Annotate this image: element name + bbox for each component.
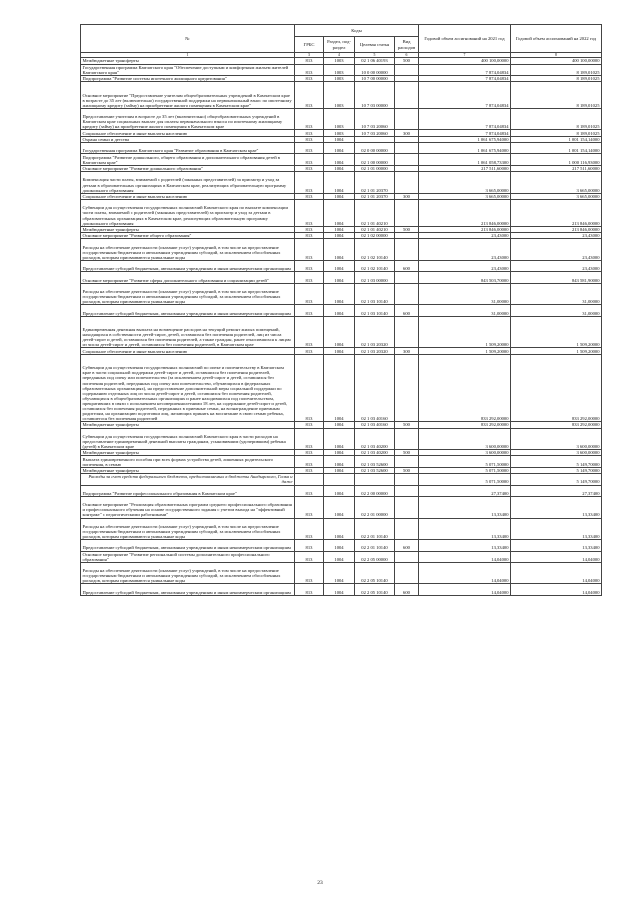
row-expense-type bbox=[395, 496, 419, 518]
row-amount-2022: 23,43000 bbox=[511, 233, 602, 239]
column-number: 7 bbox=[419, 53, 511, 58]
row-razdel: 1004 bbox=[324, 518, 355, 540]
row-target-article: 02 1 03 52600 bbox=[355, 467, 395, 473]
budget-table bbox=[80, 24, 602, 596]
row-grbs: 813 bbox=[295, 154, 324, 165]
row-grbs: 813 bbox=[295, 354, 324, 422]
row-name: Предоставление субсидий бюджетным, автономным учреждениям и иным некоммерческим организациям bbox=[81, 540, 295, 551]
row-amount-2022: 213 846,00000 bbox=[511, 226, 602, 232]
row-grbs: 813 bbox=[295, 496, 324, 518]
row-name: Выплата единовременного пособия при всех формах устройства детей, лишенных родительского попечения, в семью bbox=[81, 456, 295, 467]
row-name: Основное мероприятие "Развитие сферы дополнительного образования и социализации детей" bbox=[81, 272, 295, 283]
row-expense-type: 600 bbox=[395, 584, 419, 595]
row-target-article: 02 1 03 10140 bbox=[355, 305, 395, 316]
row-name: Государственная программа Камчатского края "Развитие образования в Камчатском крае" bbox=[81, 143, 295, 154]
row-name: Предоставление учителям в возрасте до 35 лет (включительно) общеобразовательных учреждений в Камчатском крае социальных выплат для оплаты первоначального взноса по ипотечному жилищному кредиту (займу) на приобретение жилого помещения в Камчатском крае bbox=[81, 108, 295, 130]
row-target-article: 02 1 03 20320 bbox=[355, 316, 395, 348]
row-grbs: 813 bbox=[295, 305, 324, 316]
row-name: Охрана семьи и детства bbox=[81, 136, 295, 142]
row-amount-2021: 3 665,00000 bbox=[419, 172, 511, 194]
row-target-article: 02 1 02 10140 bbox=[355, 239, 395, 261]
row-target-article: 02 2 01 10140 bbox=[355, 540, 395, 551]
row-target-article: 02 1 03 20320 bbox=[355, 348, 395, 354]
row-amount-2021: 1 061 058,73300 bbox=[419, 154, 511, 165]
row-razdel bbox=[324, 474, 355, 485]
row-target-article: 02 0 00 00000 bbox=[355, 143, 395, 154]
row-amount-2022: 1 001 154,14000 bbox=[511, 143, 602, 154]
row-grbs: 813 bbox=[295, 456, 324, 467]
row-expense-type: 500 bbox=[395, 450, 419, 456]
row-razdel: 1004 bbox=[324, 496, 355, 518]
row-amount-2022: 23,43000 bbox=[511, 260, 602, 271]
table-row bbox=[81, 64, 602, 75]
row-name: Подпрограмма "Развитие дошкольного, общего образования и дополнительного образования детей в Камчатском крае" bbox=[81, 154, 295, 165]
row-name: Государственная программа Камчатского края "Обеспечение доступным и комфортным жильем жителей Камчатского края" bbox=[81, 64, 295, 75]
row-expense-type: 300 bbox=[395, 348, 419, 354]
row-amount-2022: 1 001 154,14000 bbox=[511, 136, 602, 142]
row-amount-2022: 8 189,01025 bbox=[511, 75, 602, 81]
table-row bbox=[81, 540, 602, 551]
column-number: 5 bbox=[355, 53, 395, 58]
row-grbs: 813 bbox=[295, 316, 324, 348]
row-razdel: 1003 bbox=[324, 58, 355, 64]
row-grbs: 813 bbox=[295, 130, 324, 136]
row-amount-2022: 5 149,70000 bbox=[511, 474, 602, 485]
row-target-article: 02 1 01 40210 bbox=[355, 200, 395, 227]
row-expense-type: 600 bbox=[395, 540, 419, 551]
table-row bbox=[81, 456, 602, 467]
row-expense-type: 500 bbox=[395, 58, 419, 64]
row-amount-2022: 3 600,00000 bbox=[511, 450, 602, 456]
row-razdel: 1004 bbox=[324, 485, 355, 496]
header-row bbox=[81, 25, 602, 37]
row-amount-2022: 31,00000 bbox=[511, 283, 602, 305]
row-expense-type bbox=[395, 354, 419, 422]
row-amount-2021: 14,04000 bbox=[419, 551, 511, 562]
row-amount-2021: 7 874,04834 bbox=[419, 64, 511, 75]
row-target-article: 10 7 03 20060 bbox=[355, 108, 395, 130]
row-target-article: 02 1 03 52600 bbox=[355, 456, 395, 467]
row-amount-2021: 5 071,50000 bbox=[419, 474, 511, 485]
header-csr: Целевая статья bbox=[355, 37, 395, 53]
row-expense-type bbox=[395, 551, 419, 562]
row-target-article: 02 2 01 10140 bbox=[355, 518, 395, 540]
table-row bbox=[81, 518, 602, 540]
row-amount-2021: 1 061 675,94000 bbox=[419, 136, 511, 142]
row-target-article: 02 1 01 20370 bbox=[355, 193, 395, 199]
table-row bbox=[81, 496, 602, 518]
row-name: Основное мероприятие "Предоставление учителям общеобразовательных учреждений в Камчатском крае в возрасте до 35 лет (включительно) государственной поддержки на первоначальный взнос по ипотечному жилищному кредиту (займу) на приобретение жилого помещения в Камчатском крае" bbox=[81, 82, 295, 109]
row-name: Основное мероприятие "Развитие региональной системы дополнительного профессионального образования" bbox=[81, 551, 295, 562]
table-row bbox=[81, 108, 602, 130]
header-grbs: ГРБС bbox=[295, 37, 324, 53]
row-target-article: 10 7 00 00000 bbox=[355, 75, 395, 81]
row-name: Субвенции для осуществления государственных полномочий по опеке и попечительству в Камчатском крае в части социальной поддержки детей-сирот и детей, оставшихся без попечения родителей, переданных под опеку или попечительство (за исключением детей-сирот и детей, оставшихся без попечения родителей, переданных под опеку или попечительство, обучающихся в федеральных образовательных организациях), на предоставление дополнительной меры социальной поддержки по содержанию отдельных лиц из числа детей-сирот и детей, оставшихся без попечения родителей, обучающихся в общеобразовательных организациях и ранее находившихся под попечительством, прекративших в связи с исполнением несовершеннолетними 18 лет, на содержание детей-сирот и детей, оставшихся без попечения родителей, переданных в приемные семьи, на вознаграждение приемным родителям, на организацию подготовки лиц, желающих принять на воспитание в свою семью ребенка, оставшегося без попечения родителей bbox=[81, 354, 295, 422]
table-row bbox=[81, 143, 602, 154]
row-razdel: 1004 bbox=[324, 233, 355, 239]
row-name: Расходы на обеспечение деятельности (оказание услуг) учреждений, в том числе на предоставление государственным бюджетным и автономным учреждениям субсидий, за исключением обособленных расходов, которым присваиваются уникальные коды bbox=[81, 562, 295, 584]
table-row bbox=[81, 305, 602, 316]
row-grbs: 813 bbox=[295, 82, 324, 109]
row-amount-2021: 14,04000 bbox=[419, 562, 511, 584]
row-grbs: 813 bbox=[295, 136, 324, 142]
row-amount-2021: 27,37400 bbox=[419, 485, 511, 496]
row-name: Основное мероприятие "Развитие общего образования" bbox=[81, 233, 295, 239]
row-razdel: 1004 bbox=[324, 272, 355, 283]
row-amount-2022: 8 189,01025 bbox=[511, 82, 602, 109]
row-amount-2021: 1 509,20000 bbox=[419, 316, 511, 348]
row-razdel: 1004 bbox=[324, 348, 355, 354]
row-amount-2022: 31,00000 bbox=[511, 305, 602, 316]
row-grbs: 813 bbox=[295, 283, 324, 305]
row-target-article: 02 1 01 40210 bbox=[355, 226, 395, 232]
row-amount-2021: 843 503,70000 bbox=[419, 272, 511, 283]
row-grbs bbox=[295, 474, 324, 485]
row-name: Межбюджетные трансферты bbox=[81, 467, 295, 473]
page-number: 23 bbox=[317, 880, 323, 886]
header-y2021: Годовой объем ассигнований на 2021 год bbox=[419, 25, 511, 53]
row-amount-2022: 13,33400 bbox=[511, 496, 602, 518]
row-amount-2021: 13,33400 bbox=[419, 496, 511, 518]
row-name: Расходы на обеспечение деятельности (оказание услуг) учреждений, в том числе на предоставление государственным бюджетным и автономным учреждениям субсидий, за исключением обособленных расходов, которым присваиваются уникальные коды bbox=[81, 283, 295, 305]
table-row bbox=[81, 485, 602, 496]
row-target-article: 02 1 03 40160 bbox=[355, 354, 395, 422]
row-amount-2021: 400 100,00000 bbox=[419, 58, 511, 64]
row-name: Единовременная денежная выплата на возмещение расходов на текущий ремонт жилых помещений, находящихся в собственности детей-сирот, детей, оставшихся без попечения родителей, лиц из числа детей-сирот и детей, оставшихся без попечения родителей, а также граждан, ранее относившихся к лицам из числа детей-сирот и детей, оставшихся без попечения родителей, в Камчатском крае bbox=[81, 316, 295, 348]
row-amount-2021: 13,33400 bbox=[419, 540, 511, 551]
row-amount-2021: 23,43000 bbox=[419, 239, 511, 261]
row-razdel: 1004 bbox=[324, 450, 355, 456]
row-amount-2022: 8 189,01025 bbox=[511, 108, 602, 130]
column-number: 1 bbox=[81, 53, 295, 58]
row-grbs: 813 bbox=[295, 193, 324, 199]
row-amount-2022: 27,37400 bbox=[511, 485, 602, 496]
row-razdel: 1004 bbox=[324, 354, 355, 422]
row-amount-2021: 7 874,04834 bbox=[419, 82, 511, 109]
table-row bbox=[81, 316, 602, 348]
row-amount-2021: 7 874,04834 bbox=[419, 75, 511, 81]
row-target-article: 02 1 00 00000 bbox=[355, 154, 395, 165]
row-target-article bbox=[355, 474, 395, 485]
row-amount-2021: 3 665,00000 bbox=[419, 193, 511, 199]
table-row bbox=[81, 82, 602, 109]
row-amount-2022: 1 509,20000 bbox=[511, 348, 602, 354]
row-razdel: 1003 bbox=[324, 108, 355, 130]
row-razdel: 1004 bbox=[324, 316, 355, 348]
row-razdel: 1004 bbox=[324, 226, 355, 232]
row-grbs: 813 bbox=[295, 422, 324, 428]
row-amount-2021: 23,43000 bbox=[419, 260, 511, 271]
table-row bbox=[81, 172, 602, 194]
row-name: Расходы за счет средств федерального бюджета, предоставляемых в бюджеты Анадырского, Галка и даже bbox=[81, 474, 295, 485]
row-razdel: 1004 bbox=[324, 143, 355, 154]
row-expense-type: 600 bbox=[395, 260, 419, 271]
row-target-article: 02 1 03 10140 bbox=[355, 283, 395, 305]
row-target-article: 02 2 00 00000 bbox=[355, 485, 395, 496]
header-y2022: Годовой объем ассигнований на 2022 год bbox=[511, 25, 602, 53]
row-grbs: 813 bbox=[295, 428, 324, 450]
row-amount-2022: 23,43000 bbox=[511, 239, 602, 261]
row-amount-2022: 833 292,00000 bbox=[511, 354, 602, 422]
row-expense-type bbox=[395, 154, 419, 165]
row-target-article: 10 7 03 20060 bbox=[355, 130, 395, 136]
row-amount-2022: 833 292,00000 bbox=[511, 422, 602, 428]
row-grbs: 813 bbox=[295, 540, 324, 551]
row-expense-type bbox=[395, 456, 419, 467]
row-amount-2021: 5 071,50000 bbox=[419, 467, 511, 473]
row-name: Социальное обеспечение и иные выплаты населению bbox=[81, 348, 295, 354]
table-row bbox=[81, 272, 602, 283]
row-name: Подпрограмма "Развитие системы ипотечного жилищного кредитования" bbox=[81, 75, 295, 81]
table-row bbox=[81, 239, 602, 261]
row-amount-2021: 31,00000 bbox=[419, 305, 511, 316]
row-name: Компенсация части платы, взимаемой с родителей (законных представителей) за присмотр и уход за детьми в образовательных организациях в Камчатском крае, реализующих образовательную программу дошкольного образования bbox=[81, 172, 295, 194]
row-expense-type: 300 bbox=[395, 193, 419, 199]
row-target-article: 02 2 01 00000 bbox=[355, 496, 395, 518]
row-razdel: 1004 bbox=[324, 467, 355, 473]
row-grbs: 813 bbox=[295, 272, 324, 283]
row-target-article: 02 1 02 10140 bbox=[355, 260, 395, 271]
row-razdel: 1004 bbox=[324, 283, 355, 305]
row-expense-type: 300 bbox=[395, 130, 419, 136]
row-amount-2022: 1 000 116,93000 bbox=[511, 154, 602, 165]
header-codes: Коды bbox=[295, 25, 419, 37]
row-target-article: 02 1 01 00000 bbox=[355, 165, 395, 171]
row-razdel: 1004 bbox=[324, 193, 355, 199]
header-vr: Вид расходов bbox=[395, 37, 419, 53]
row-amount-2022: 14,04000 bbox=[511, 584, 602, 595]
table-row bbox=[81, 200, 602, 227]
row-grbs: 813 bbox=[295, 108, 324, 130]
row-razdel: 1004 bbox=[324, 136, 355, 142]
row-grbs: 813 bbox=[295, 233, 324, 239]
row-amount-2022: 3 665,00000 bbox=[511, 193, 602, 199]
table-row bbox=[81, 562, 602, 584]
row-amount-2021: 1 061 675,94000 bbox=[419, 143, 511, 154]
row-razdel: 1004 bbox=[324, 200, 355, 227]
row-target-article: 02 1 03 40200 bbox=[355, 428, 395, 450]
row-name: Расходы на обеспечение деятельности (оказание услуг) учреждений, в том числе на предоставление государственным бюджетным и автономным учреждениям субсидий, за исключением обособленных расходов, которым присваиваются уникальные коды bbox=[81, 239, 295, 261]
table-row bbox=[81, 551, 602, 562]
row-amount-2021: 833 292,00000 bbox=[419, 422, 511, 428]
row-name: Межбюджетные трансферты bbox=[81, 58, 295, 64]
row-amount-2022: 3 600,00000 bbox=[511, 428, 602, 450]
row-expense-type: 500 bbox=[395, 422, 419, 428]
row-amount-2022: 8 189,01025 bbox=[511, 130, 602, 136]
row-razdel: 1004 bbox=[324, 562, 355, 584]
row-amount-2022: 217 511,60000 bbox=[511, 165, 602, 171]
row-target-article: 02 1 06 40193 bbox=[355, 58, 395, 64]
row-grbs: 813 bbox=[295, 143, 324, 154]
row-expense-type bbox=[395, 474, 419, 485]
row-name: Межбюджетные трансферты bbox=[81, 450, 295, 456]
row-expense-type bbox=[395, 518, 419, 540]
row-amount-2021: 1 509,20000 bbox=[419, 348, 511, 354]
row-razdel: 1004 bbox=[324, 540, 355, 551]
row-expense-type bbox=[395, 239, 419, 261]
row-expense-type bbox=[395, 64, 419, 75]
row-amount-2021: 213 846,00000 bbox=[419, 226, 511, 232]
row-grbs: 813 bbox=[295, 450, 324, 456]
row-expense-type bbox=[395, 143, 419, 154]
row-expense-type: 500 bbox=[395, 226, 419, 232]
row-expense-type bbox=[395, 562, 419, 584]
row-name: Основное мероприятие "Реализация образовательных программ среднего профессионального образования и профессионального обучения на основе государственного задания с учетом выхода на "эффективный контракт" с педагогическими работниками" bbox=[81, 496, 295, 518]
row-expense-type bbox=[395, 316, 419, 348]
row-target-article: 02 2 05 10140 bbox=[355, 562, 395, 584]
row-razdel: 1004 bbox=[324, 584, 355, 595]
row-amount-2021: 31,00000 bbox=[419, 283, 511, 305]
header-razdel: Раздел, под-раздел bbox=[324, 37, 355, 53]
row-amount-2022: 5 149,70000 bbox=[511, 456, 602, 467]
column-number: 6 bbox=[395, 53, 419, 58]
budget-document bbox=[80, 24, 601, 596]
row-razdel: 1004 bbox=[324, 456, 355, 467]
row-razdel: 1003 bbox=[324, 130, 355, 136]
row-expense-type bbox=[395, 272, 419, 283]
row-target-article: 02 1 01 20370 bbox=[355, 172, 395, 194]
row-razdel: 1004 bbox=[324, 422, 355, 428]
row-name: Предоставление субсидий бюджетным, автономным учреждениям и иным некоммерческим организациям bbox=[81, 305, 295, 316]
row-grbs: 813 bbox=[295, 75, 324, 81]
row-razdel: 1004 bbox=[324, 551, 355, 562]
column-number: 4 bbox=[324, 53, 355, 58]
table-row bbox=[81, 260, 602, 271]
row-target-article: 10 0 00 00000 bbox=[355, 64, 395, 75]
row-razdel: 1004 bbox=[324, 239, 355, 261]
row-grbs: 813 bbox=[295, 200, 324, 227]
row-expense-type bbox=[395, 283, 419, 305]
row-name: Социальное обеспечение и иные выплаты населению bbox=[81, 193, 295, 199]
row-amount-2021: 14,04000 bbox=[419, 584, 511, 595]
row-grbs: 813 bbox=[295, 518, 324, 540]
row-expense-type bbox=[395, 485, 419, 496]
row-razdel: 1004 bbox=[324, 305, 355, 316]
row-razdel: 1004 bbox=[324, 172, 355, 194]
row-amount-2022: 13,33400 bbox=[511, 518, 602, 540]
row-amount-2022: 8 189,01025 bbox=[511, 64, 602, 75]
row-target-article: 02 1 03 40160 bbox=[355, 422, 395, 428]
row-grbs: 813 bbox=[295, 348, 324, 354]
row-razdel: 1003 bbox=[324, 64, 355, 75]
row-grbs: 813 bbox=[295, 64, 324, 75]
row-target-article: 02 1 03 00000 bbox=[355, 272, 395, 283]
row-razdel: 1004 bbox=[324, 260, 355, 271]
row-name: Социальное обеспечение и иные выплаты населению bbox=[81, 130, 295, 136]
row-grbs: 813 bbox=[295, 226, 324, 232]
row-expense-type bbox=[395, 108, 419, 130]
row-name: Межбюджетные трансферты bbox=[81, 226, 295, 232]
row-name: Основное мероприятие "Развитие дошкольного образования" bbox=[81, 165, 295, 171]
row-target-article: 02 2 05 10140 bbox=[355, 584, 395, 595]
row-amount-2022: 3 665,00000 bbox=[511, 172, 602, 194]
row-amount-2022: 843 581,90000 bbox=[511, 272, 602, 283]
row-amount-2021: 3 600,00000 bbox=[419, 450, 511, 456]
column-number: 8 bbox=[511, 53, 602, 58]
row-name: Расходы на обеспечение деятельности (оказание услуг) учреждений, в том числе на предоставление государственным бюджетным и автономным учреждениям субсидий, за исключением обособленных расходов, которым присваиваются уникальные коды bbox=[81, 518, 295, 540]
row-grbs: 813 bbox=[295, 172, 324, 194]
row-razdel: 1004 bbox=[324, 165, 355, 171]
row-name: Субвенции для осуществления государственных полномочий Камчатского края по выплате компенсации части платы, взимаемой с родителей (законных представителей) за присмотр и уход за детьми в образовательных организациях в Камчатском крае, реализующих образовательную программу дошкольного образования bbox=[81, 200, 295, 227]
row-name: Межбюджетные трансферты bbox=[81, 422, 295, 428]
row-name: Подпрограмма "Развитие профессионального образования в Камчатском крае" bbox=[81, 485, 295, 496]
row-grbs: 813 bbox=[295, 485, 324, 496]
row-amount-2022: 213 846,00000 bbox=[511, 200, 602, 227]
row-target-article: 02 1 02 00000 bbox=[355, 233, 395, 239]
row-expense-type: 600 bbox=[395, 305, 419, 316]
row-grbs: 813 bbox=[295, 551, 324, 562]
row-amount-2021: 13,33400 bbox=[419, 518, 511, 540]
row-expense-type bbox=[395, 200, 419, 227]
table-row bbox=[81, 584, 602, 595]
row-amount-2021: 217 511,60000 bbox=[419, 165, 511, 171]
row-amount-2021: 7 874,04834 bbox=[419, 130, 511, 136]
column-number: 3 bbox=[295, 53, 324, 58]
row-amount-2022: 14,04000 bbox=[511, 562, 602, 584]
table-row bbox=[81, 428, 602, 450]
row-amount-2021: 213 846,00000 bbox=[419, 200, 511, 227]
row-amount-2021: 5 071,50000 bbox=[419, 456, 511, 467]
row-amount-2022: 14,04000 bbox=[511, 551, 602, 562]
row-amount-2021: 7 874,04834 bbox=[419, 108, 511, 130]
table-body bbox=[81, 53, 602, 596]
row-grbs: 813 bbox=[295, 58, 324, 64]
row-grbs: 813 bbox=[295, 239, 324, 261]
row-name: Субвенции для осуществления государственных полномочий Камчатского края в части расходов на предоставление единовременной денежной выплаты гражданам, усыновившим (удочерившим) ребенка (детей) в Камчатском крае bbox=[81, 428, 295, 450]
row-amount-2022: 1 509,20000 bbox=[511, 316, 602, 348]
row-razdel: 1003 bbox=[324, 82, 355, 109]
table-row bbox=[81, 283, 602, 305]
row-expense-type bbox=[395, 82, 419, 109]
row-name: Предоставление субсидий бюджетным, автономным учреждениям и иным некоммерческим организациям bbox=[81, 260, 295, 271]
row-target-article: 10 7 03 00000 bbox=[355, 82, 395, 109]
row-target-article: 02 1 03 40200 bbox=[355, 450, 395, 456]
row-expense-type: 500 bbox=[395, 467, 419, 473]
row-amount-2021: 23,43000 bbox=[419, 233, 511, 239]
row-razdel: 1004 bbox=[324, 154, 355, 165]
row-amount-2022: 13,33400 bbox=[511, 540, 602, 551]
row-grbs: 813 bbox=[295, 562, 324, 584]
row-amount-2022: 400 100,00000 bbox=[511, 58, 602, 64]
header-num: № bbox=[81, 25, 295, 53]
row-grbs: 813 bbox=[295, 165, 324, 171]
row-amount-2021: 3 600,00000 bbox=[419, 428, 511, 450]
row-target-article: 02 2 05 00000 bbox=[355, 551, 395, 562]
row-amount-2022: 5 149,70000 bbox=[511, 467, 602, 473]
row-grbs: 813 bbox=[295, 260, 324, 271]
table-row bbox=[81, 474, 602, 485]
row-amount-2021: 833 292,00000 bbox=[419, 354, 511, 422]
row-grbs: 813 bbox=[295, 584, 324, 595]
row-grbs: 813 bbox=[295, 467, 324, 473]
row-razdel: 1004 bbox=[324, 428, 355, 450]
row-razdel: 1003 bbox=[324, 75, 355, 81]
row-expense-type bbox=[395, 172, 419, 194]
row-name: Предоставление субсидий бюджетным, автономным учреждениям и иным некоммерческим организациям bbox=[81, 584, 295, 595]
table-row bbox=[81, 354, 602, 422]
table-row bbox=[81, 154, 602, 165]
row-expense-type bbox=[395, 428, 419, 450]
